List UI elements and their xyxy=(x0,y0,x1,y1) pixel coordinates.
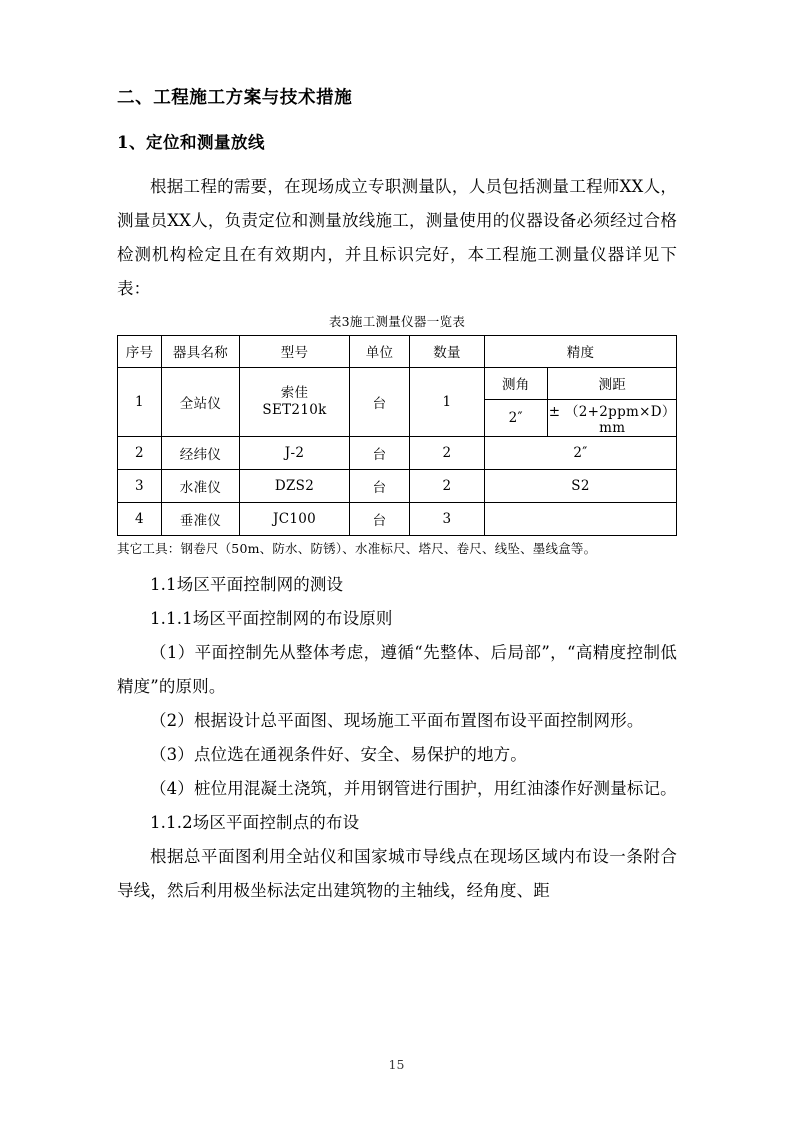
table-row xyxy=(118,502,677,535)
principle-item-2: （2）根据设计总平面图、现场施工平面布置图布设平面控制网形。 xyxy=(150,710,644,730)
precision-subheader-row xyxy=(485,368,677,400)
principle-item-4: （4）桩位用混凝土浇筑，并用钢管进行围护，用红油漆作好测量标记。 xyxy=(150,778,677,798)
cell-unit: 台 xyxy=(350,502,410,535)
cell-index: 1 xyxy=(118,367,162,436)
cell-name: 垂准仪 xyxy=(162,502,240,535)
instrument-table xyxy=(117,335,677,536)
table-row xyxy=(118,436,677,469)
table-row xyxy=(118,469,677,502)
page-number: 15 xyxy=(388,1057,405,1072)
precision-distance-value: ± （2+2ppm×D） mm xyxy=(548,403,676,436)
table-caption: 表3施工测量仪器一览表 xyxy=(328,313,466,329)
cell-name: 水准仪 xyxy=(162,469,240,502)
cell-model: JC100 xyxy=(240,502,350,535)
header-quantity: 数量 xyxy=(410,335,485,367)
principle-item-3: （3）点位选在通视条件好、安全、易保护的地方。 xyxy=(150,744,527,764)
cell-precision xyxy=(485,502,677,535)
page-title: 二、工程施工方案与技术措施 xyxy=(117,88,353,108)
precision-subtable xyxy=(485,368,677,436)
cell-quantity: 2 xyxy=(410,469,485,502)
cell-model: DZS2 xyxy=(240,469,350,502)
section-1-1-title: 1.1场区平面控制网的测设 xyxy=(150,574,344,594)
cell-precision: S2 xyxy=(485,469,677,502)
precision-angle-label: 测角 xyxy=(485,368,547,400)
precision-angle-value: 2″ xyxy=(485,399,547,436)
principle-item-1: （1）平面控制先从整体考虑，遵循“先整体、后局部”，“高精度控制低精度”的原则。 xyxy=(117,642,677,696)
cell-index: 3 xyxy=(118,469,162,502)
header-model: 型号 xyxy=(240,335,350,367)
table-row xyxy=(118,367,677,436)
cell-unit: 台 xyxy=(350,436,410,469)
cell-precision-split xyxy=(485,367,677,436)
section-1-1-2-title: 1.1.2场区平面控制点的布设 xyxy=(150,812,360,832)
section-1-1-2-body: 根据总平面图利用全站仪和国家城市导线点在现场区域内布设一条附合导线，然后利用极坐标法定出建筑物的主轴线，经角度、距 xyxy=(117,846,677,900)
cell-precision: 2″ xyxy=(485,436,677,469)
subsection-title: 1、定位和测量放线 xyxy=(117,132,265,152)
cell-unit: 台 xyxy=(350,469,410,502)
cell-index: 2 xyxy=(118,436,162,469)
cell-quantity: 1 xyxy=(410,367,485,436)
cell-model xyxy=(240,367,350,436)
cell-name: 全站仪 xyxy=(162,367,240,436)
header-index: 序号 xyxy=(118,335,162,367)
table-footnote: 其它工具：钢卷尺（50m、防水、防锈）、水准标尺、塔尺、卷尺、线坠、墨线盒等。 xyxy=(117,540,597,556)
page-content xyxy=(117,86,677,908)
spacer xyxy=(117,559,677,568)
table-header-row xyxy=(118,335,677,367)
model-code: SET210k xyxy=(262,401,327,418)
header-name: 器具名称 xyxy=(162,335,240,367)
precision-value-row xyxy=(485,399,677,436)
model-brand: 索佳 xyxy=(280,384,309,401)
cell-name: 经纬仪 xyxy=(162,436,240,469)
cell-model: J-2 xyxy=(240,436,350,469)
cell-quantity: 2 xyxy=(410,436,485,469)
cell-index: 4 xyxy=(118,502,162,535)
precision-distance-label: 测距 xyxy=(547,368,677,400)
header-precision: 精度 xyxy=(485,335,677,367)
intro-paragraph: 根据工程的需要，在现场成立专职测量队，人员包括测量工程师XX人，测量员XX人，负责定位和测量放线施工，测量使用的仪器设备必须经过合格检测机构检定且在有效期内，并且标识完好，本工程施工测量仪器详见下表： xyxy=(117,176,677,298)
header-unit: 单位 xyxy=(350,335,410,367)
cell-unit: 台 xyxy=(350,367,410,436)
cell-quantity: 3 xyxy=(410,502,485,535)
section-1-1-1-title: 1.1.1场区平面控制网的布设原则 xyxy=(150,608,393,628)
